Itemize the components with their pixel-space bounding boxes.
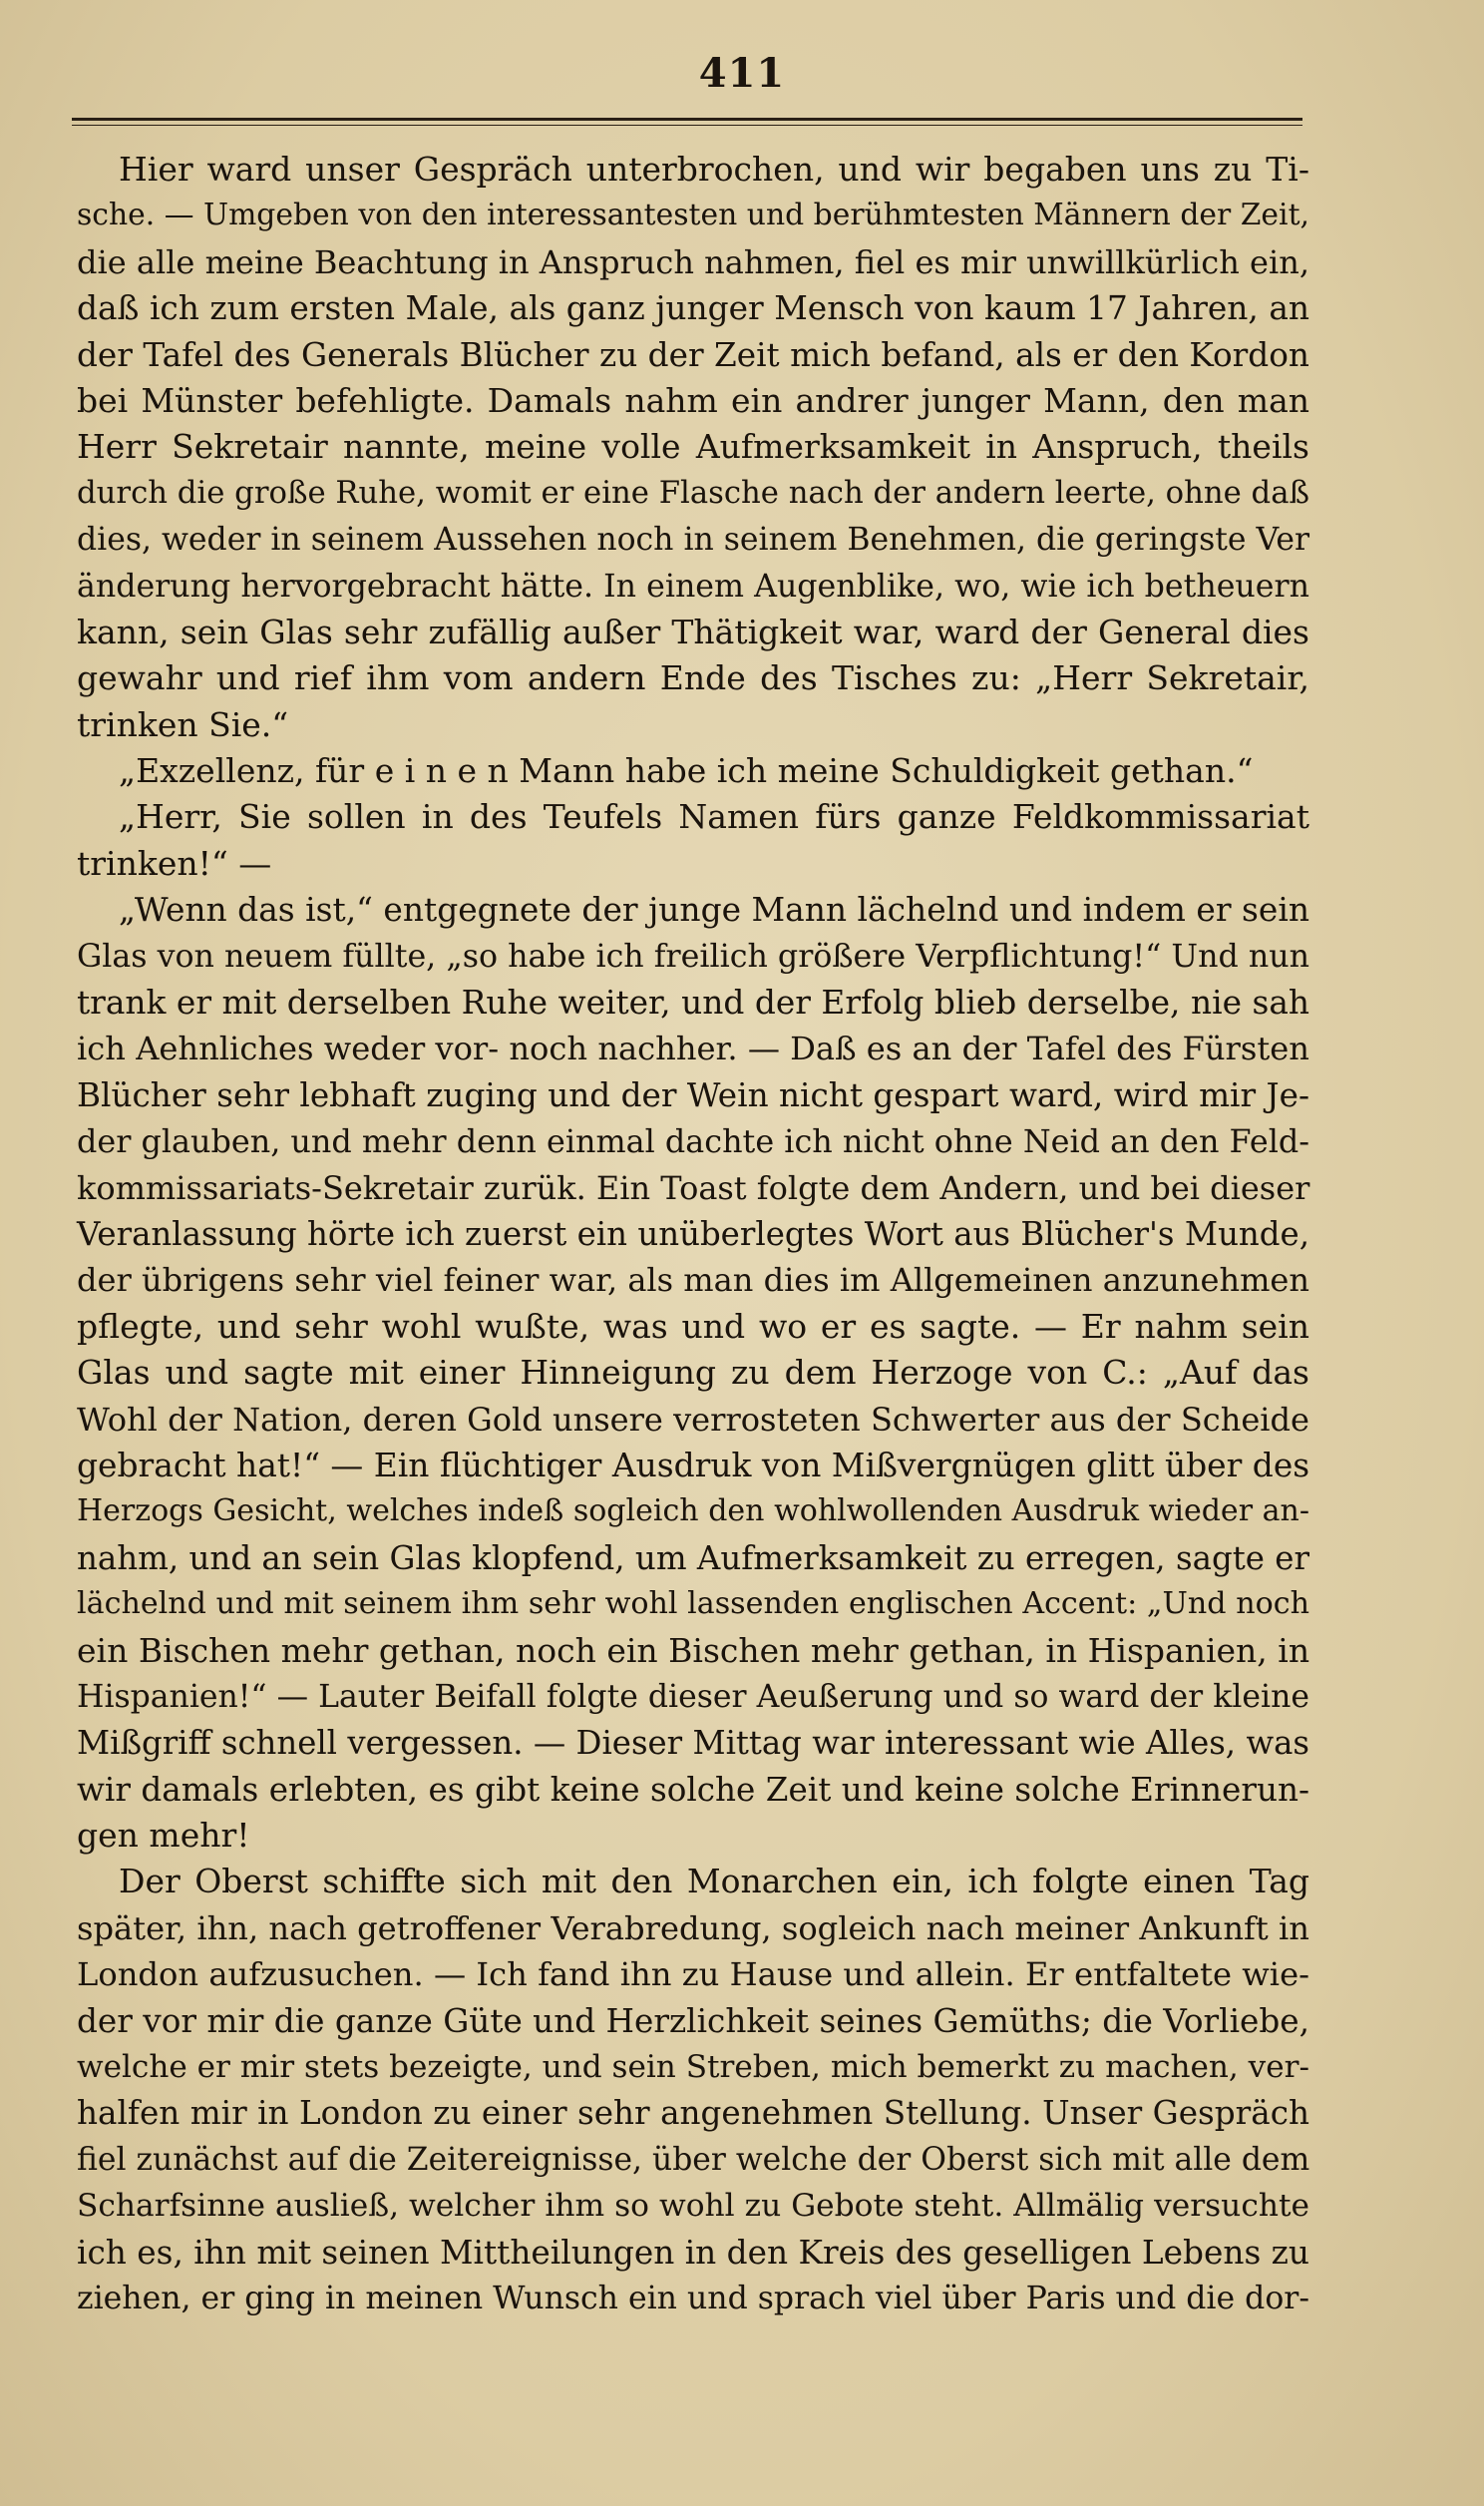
- text-line: später, ihn, nach getroffener Verabredung, sogleich nach meiner Ankunft in: [77, 1908, 1309, 1947]
- text-line: „Herr, Sie sollen in des Teufels Namen fürs ganze Feldkommissariat: [119, 797, 1309, 837]
- text-line: Mißgriff schnell vergessen. — Dieser Mittag war interessant wie Alles, was: [77, 1724, 1309, 1763]
- text-line: trank er mit derselben Ruhe weiter, und der Erfolg blieb derselbe, nie sah: [77, 984, 1309, 1023]
- text-line: der vor mir die ganze Güte und Herzlichkeit seines Gemüths; die Vorliebe,: [77, 2001, 1309, 2040]
- header-rule: [72, 118, 1302, 121]
- text-line: „Exzellenz, für e i n e n Mann habe ich meine Schuldigkeit gethan.“: [119, 751, 1254, 791]
- text-line: dies, weder in seinem Aussehen noch in seinem Benehmen, die geringste Ver: [77, 522, 1310, 559]
- text-line: lächelnd und mit seinem ihm sehr wohl lassenden englischen Accent: „Und noch: [77, 1586, 1309, 1622]
- text-line: welche er mir stets bezeigte, und sein Streben, mich bemerkt zu machen, ver-: [77, 2049, 1309, 2086]
- text-line: „Wenn das ist,“ entgegnete der junge Mann lächelnd und indem er sein: [119, 890, 1309, 930]
- text-line: trinken!“ —: [77, 843, 272, 883]
- text-line: Blücher sehr lebhaft zuging und der Wein nicht gespart ward, wird mir Je-: [77, 1075, 1309, 1114]
- text-line: gewahr und rief ihm vom andern Ende des Tisches zu: „Herr Sekretair,: [77, 658, 1309, 698]
- text-line: Veranlassung hörte ich zuerst ein unüberlegtes Wort aus Blücher's Munde,: [77, 1214, 1309, 1253]
- text-line: gen mehr!: [77, 1816, 250, 1856]
- text-line: ich Aehnliches weder vor- noch nachher. — Daß es an der Tafel des Fürsten: [77, 1030, 1309, 1068]
- text-line: die alle meine Beachtung in Anspruch nahmen, fiel es mir unwillkürlich ein,: [77, 242, 1309, 281]
- text-line: daß ich zum ersten Male, als ganz junger Mensch von kaum 17 Jahren, an: [77, 289, 1309, 328]
- text-line: Herzogs Gesicht, welches indeß sogleich den wohlwollenden Ausdruk wieder an-: [77, 1493, 1309, 1529]
- text-line: Hier ward unser Gespräch unterbrochen, und wir begaben uns zu Ti-: [119, 150, 1309, 189]
- page-number: 411: [698, 50, 786, 97]
- text-line: kann, sein Glas sehr zufällig außer Thätigkeit war, ward der General dies: [77, 612, 1309, 651]
- text-line: bei Münster befehligte. Damals nahm ein andrer junger Mann, den man: [77, 380, 1309, 420]
- text-line: Glas und sagte mit einer Hinneigung zu dem Herzoge von C.: „Auf das: [77, 1353, 1309, 1393]
- text-line: Der Oberst schiffte sich mit den Monarchen ein, ich folgte einen Tag: [119, 1862, 1309, 1901]
- text-line: Hispanien!“ — Lauter Beifall folgte dieser Aeußerung und so ward der kleine: [77, 1678, 1309, 1715]
- body-text: [77, 147, 1309, 2321]
- header-rule-thin: [72, 125, 1302, 126]
- text-line: gebracht hat!“ — Ein flüchtiger Ausdruk von Mißvergnügen glitt über des: [77, 1445, 1310, 1484]
- text-line: durch die große Ruhe, womit er eine Flasche nach der andern leerte, ohne daß: [77, 475, 1309, 511]
- text-line: Glas von neuem füllte, „so habe ich freilich größere Verpflichtung!“ Und nun: [77, 938, 1309, 975]
- text-line: trinken Sie.“: [77, 704, 289, 744]
- text-line: Herr Sekretair nannte, meine volle Aufmerksamkeit in Anspruch, theils: [77, 427, 1309, 467]
- text-line: Wohl der Nation, deren Gold unsere verrosteten Schwerter aus der Scheide: [77, 1400, 1309, 1439]
- text-line: ich es, ihn mit seinen Mittheilungen in den Kreis des geselligen Lebens zu: [77, 2233, 1309, 2272]
- text-line: ein Bischen mehr gethan, noch ein Bischen mehr gethan, in Hispanien, in: [77, 1630, 1310, 1670]
- text-line: pflegte, und sehr wohl wußte, was und wo er es sagte. — Er nahm sein: [77, 1306, 1309, 1346]
- text-line: der übrigens sehr viel feiner war, als man dies im Allgemeinen anzunehmen: [77, 1261, 1309, 1300]
- text-line: fiel zunächst auf die Zeitereignisse, über welche der Oberst sich mit alle dem: [77, 2141, 1310, 2178]
- text-line: Scharfsinne ausließ, welcher ihm so wohl zu Gebote steht. Allmälig versuchte: [77, 2188, 1309, 2225]
- text-line: ziehen, er ging in meinen Wunsch ein und sprach viel über Paris und die dor-: [77, 2280, 1309, 2316]
- text-line: sche. — Umgeben von den interessantesten und berühmtesten Männern der Zeit,: [77, 198, 1309, 233]
- text-line: kommissariats-Sekretair zurük. Ein Toast folgte dem Andern, und bei dieser: [77, 1168, 1310, 1207]
- text-line: der glauben, und mehr denn einmal dachte ich nicht ohne Neid an den Feld-: [77, 1122, 1309, 1161]
- text-line: nahm, und an sein Glas klopfend, um Aufmerksamkeit zu erregen, sagte er: [77, 1538, 1309, 1577]
- text-line: änderung hervorgebracht hätte. In einem Augenblike, wo, wie ich betheuern: [77, 568, 1309, 605]
- text-line: London aufzusuchen. — Ich fand ihn zu Hause und allein. Er entfaltete wie-: [77, 1955, 1309, 1994]
- text-line: der Tafel des Generals Blücher zu der Zeit mich befand, als er den Kordon: [77, 335, 1309, 374]
- text-line: wir damals erlebten, es gibt keine solche Zeit und keine solche Erinnerun-: [77, 1770, 1309, 1809]
- text-line: halfen mir in London zu einer sehr angenehmen Stellung. Unser Gespräch: [77, 2094, 1309, 2133]
